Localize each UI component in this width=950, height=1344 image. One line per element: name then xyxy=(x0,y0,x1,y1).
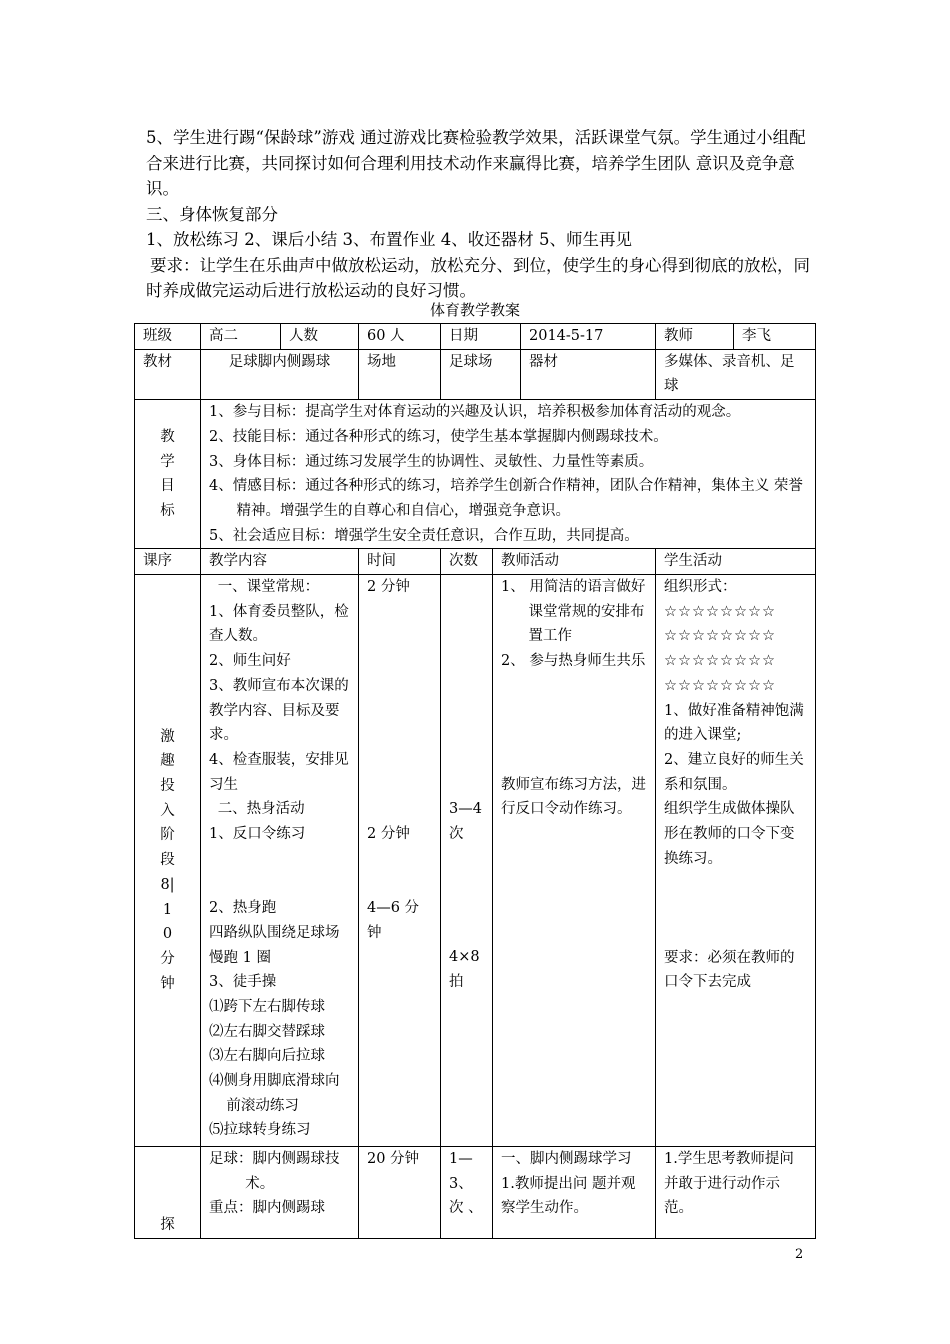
header-row-1 xyxy=(135,324,816,350)
formation-stars: ☆☆☆☆☆☆☆☆ xyxy=(664,653,777,670)
col-header-student: 学生活动 xyxy=(656,549,816,575)
intro-paragraph-3: 1、放松练习 2、课后小结 3、布置作业 4、收还器材 5、师生再见 xyxy=(146,230,632,249)
teacher-label: 教师 xyxy=(656,324,734,350)
goal-item: 4、情感目标：通过各种形式的练习，培养学生创新合作精神，团队合作精神，集体主义 荣誉精神。增强学生的自尊心和自信心，增强竞争意识。 xyxy=(209,478,803,519)
equipment-value: 多媒体、录音机、足球 xyxy=(656,349,816,399)
material-value: 足球脚内侧踢球 xyxy=(201,349,359,399)
goal-item: 2、技能目标：通过各种形式的练习，使学生基本掌握脚内侧踢球技术。 xyxy=(209,428,668,445)
intro-section-heading: 三、身体恢复部分 xyxy=(146,204,278,224)
col-header-order: 课序 xyxy=(135,549,201,575)
formation-stars: ☆☆☆☆☆☆☆☆ xyxy=(664,677,777,694)
class-label: 班级 xyxy=(135,324,201,350)
count-label: 人数 xyxy=(281,324,359,350)
intro-text xyxy=(146,125,810,304)
teacher-value: 李飞 xyxy=(734,324,816,350)
goals-row xyxy=(135,400,816,549)
stage2-count: 1—3、次 、 xyxy=(441,1147,493,1239)
material-label: 教材 xyxy=(135,349,201,399)
date-value: 2014-5-17 xyxy=(521,324,656,350)
equipment-label: 器材 xyxy=(521,349,656,399)
formation-stars: ☆☆☆☆☆☆☆☆ xyxy=(664,603,777,620)
column-header-row xyxy=(135,549,816,575)
table-title: 体育教学教案 xyxy=(429,301,520,319)
formation-stars: ☆☆☆☆☆☆☆☆ xyxy=(664,628,777,645)
stage1-time: 2 分钟 2 分钟 4—6 分钟 xyxy=(359,575,441,1147)
stage2-content: 足球：脚内侧踢球技术。 重点：脚内侧踢球 xyxy=(201,1147,359,1239)
stage2-row xyxy=(135,1147,816,1239)
stage2-label: 探 xyxy=(135,1147,201,1239)
date-label: 日期 xyxy=(441,324,521,350)
stage2-teacher: 一、脚内侧踢球学习 1.教师提出问 题并观察学生动作。 xyxy=(493,1147,656,1239)
col-header-count: 次数 xyxy=(441,549,493,575)
goal-item: 1、参与目标：提高学生对体育运动的兴趣及认识，培养积极参加体育活动的观念。 xyxy=(209,404,741,421)
col-header-time: 时间 xyxy=(359,549,441,575)
stage1-content: 一、课堂常规： 1、体育委员整队，检查人数。 2、师生问好 3、教师宣布本次课的教学内容、目标及要求。 4、检查服装，安排见习生 二、热身活动 1、反口令练习 2、热身跑 四路纵队围绕足球场慢跑 1 圈 3、徒手操 ⑴跨下左右脚传球 ⑵左右脚交替踩球 ⑶左右脚向后拉球 ⑷侧身用脚底滑球向前滚动练习 ⑸拉球转身练习 xyxy=(201,575,359,1147)
count-value: 60 人 xyxy=(359,324,441,350)
goal-item: 3、身体目标：通过练习发展学生的协调性、灵敏性、力量性等素质。 xyxy=(209,453,654,470)
stage1-row xyxy=(135,575,816,1147)
goals-label: 教学目标 xyxy=(160,428,175,519)
stage2-time: 20 分钟 xyxy=(359,1147,441,1239)
goals-list xyxy=(201,400,816,549)
class-value: 高二 xyxy=(201,324,281,350)
goal-item: 5、社会适应目标：增强学生安全责任意识，合作互助，共同提高。 xyxy=(209,527,639,544)
lesson-plan-table xyxy=(134,323,816,1239)
intro-paragraph-1: 5、学生进行踢“保龄球”游戏 通过游戏比赛检验教学效果，活跃课堂气氛。学生通过小组配合来进行比赛，共同探讨如何合理利用技术动作来赢得比赛，培养学生团队 意识及竞争意识。 xyxy=(146,128,806,198)
stage2-student: 1.学生思考教师提问并敢于进行动作示范。 xyxy=(656,1147,816,1239)
venue-label: 场地 xyxy=(359,349,441,399)
stage1-count: 3—4 次 4×8 拍 xyxy=(441,575,493,1147)
col-header-content: 教学内容 xyxy=(201,549,359,575)
col-header-teacher: 教师活动 xyxy=(493,549,656,575)
stage1-teacher: 1、 用简洁的语言做好课堂常规的安排布置工作 2、 参与热身师生共乐 教师宣布练习方法，进行反口令动作练习。 xyxy=(493,575,656,1147)
page-number: 2 xyxy=(795,1247,804,1262)
stage1-student: 组织形式： ☆☆☆☆☆☆☆☆ ☆☆☆☆☆☆☆☆ ☆☆☆☆☆☆☆☆ ☆☆☆☆☆☆☆☆ 1、做好准备精神饱满的进入课堂; 2、建立良好的师生关系和氛围。 组织学生成做体操队形在教师的口令下变换练习。 要求：必须在教师的口令下去完成 xyxy=(656,575,816,1147)
header-row-2 xyxy=(135,349,816,399)
stage1-label: 激趣投入阶段8|10分钟 xyxy=(160,728,175,992)
intro-requirement: 要求：让学生在乐曲声中做放松运动，放松充分、到位，使学生的身心得到彻底的放松，同时养成做完运动后进行放松运动的良好习惯。 xyxy=(146,255,810,300)
venue-value: 足球场 xyxy=(441,349,521,399)
